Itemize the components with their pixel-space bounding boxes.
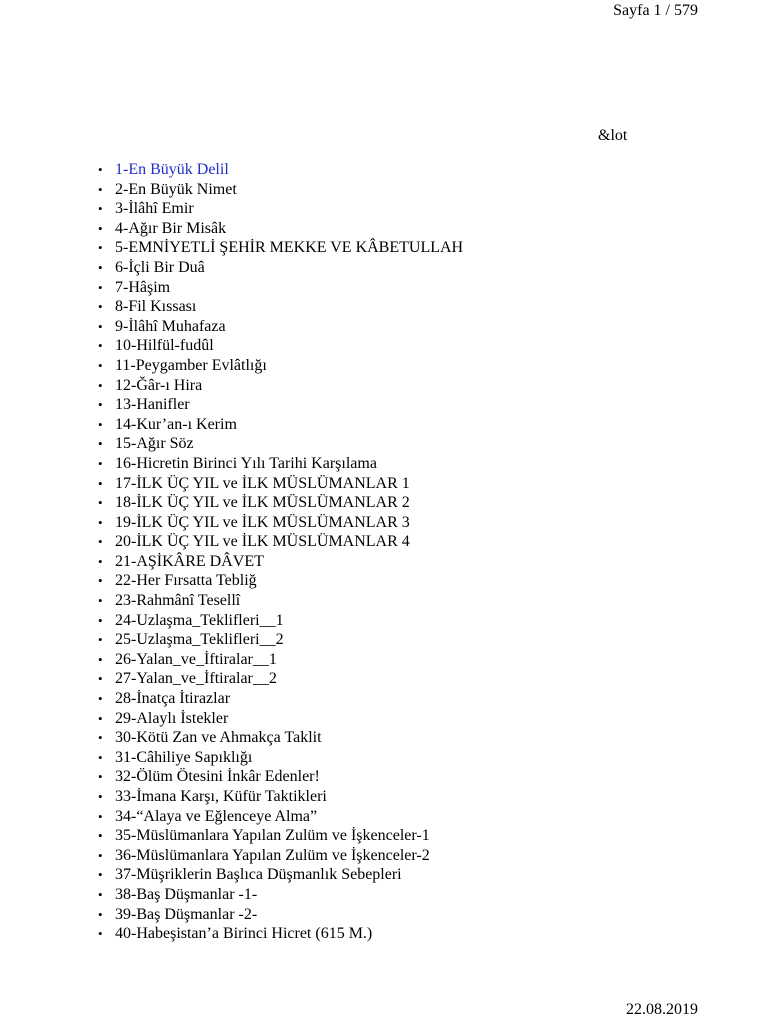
- toc-item-label[interactable]: 15-Ağır Söz: [115, 435, 194, 453]
- toc-item[interactable]: [98, 669, 463, 689]
- toc-item-label[interactable]: 29-Alaylı İstekler: [115, 709, 229, 727]
- bullet-icon: •: [98, 240, 103, 256]
- toc-item[interactable]: [98, 611, 463, 631]
- toc-item[interactable]: [98, 278, 463, 298]
- bullet-icon: •: [98, 926, 103, 942]
- bullet-icon: •: [98, 789, 103, 804]
- print-date: 22.08.2019: [626, 1001, 698, 1018]
- toc-item[interactable]: [98, 591, 463, 611]
- toc-item-label[interactable]: 26-Yalan_ve_İftiralar__1: [115, 650, 277, 668]
- toc-item[interactable]: [98, 571, 463, 591]
- toc-item-label[interactable]: 21-AŞİKÂRE DÂVET: [115, 552, 264, 570]
- toc-item-label[interactable]: 1-En Büyük Delil: [115, 161, 229, 178]
- toc-item-label[interactable]: 5-EMNİYETLİ ŞEHİR MEKKE VE KÂBETULLAH: [115, 239, 464, 257]
- bullet-icon: •: [98, 906, 103, 922]
- bullet-icon: •: [98, 495, 103, 511]
- toc-item-label[interactable]: 20-İLK ÜÇ YIL ve İLK MÜSLÜMANLAR 4: [115, 533, 410, 551]
- toc-item-label[interactable]: 33-İmana Karşı, Küfür Taktikleri: [115, 788, 327, 805]
- bullet-icon: •: [98, 279, 103, 295]
- bullet-icon: •: [98, 181, 103, 197]
- toc-item[interactable]: [98, 199, 463, 219]
- bullet-icon: •: [98, 357, 103, 373]
- toc-item[interactable]: [98, 630, 463, 650]
- bullet-icon: •: [98, 338, 103, 354]
- toc-item[interactable]: [98, 238, 463, 258]
- toc-item[interactable]: [98, 767, 463, 787]
- toc-item[interactable]: [98, 434, 463, 454]
- bullet-icon: •: [98, 593, 103, 609]
- bullet-icon: •: [98, 534, 103, 550]
- toc-item-label[interactable]: 36-Müslümanlara Yapılan Zulüm ve İşkenceler-2: [115, 846, 430, 864]
- toc-item[interactable]: [98, 532, 463, 552]
- toc-item[interactable]: [98, 905, 463, 925]
- toc-item[interactable]: [98, 728, 463, 748]
- toc-item[interactable]: [98, 297, 463, 317]
- bullet-icon: •: [98, 573, 103, 589]
- toc-item[interactable]: [98, 865, 463, 885]
- toc-item-label[interactable]: 11-Peygamber Evlâtlığı: [115, 356, 267, 374]
- toc-item[interactable]: [98, 219, 463, 239]
- toc-item[interactable]: [98, 317, 463, 337]
- toc-item-label[interactable]: 4-Ağır Bir Misâk: [115, 219, 227, 237]
- toc-item-label[interactable]: 12-Ğâr-ı Hira: [115, 376, 203, 394]
- toc-item-label[interactable]: 23-Rahmânî Tesellî: [115, 592, 241, 610]
- bullet-icon: •: [98, 867, 103, 883]
- toc-item-label[interactable]: 17-İLK ÜÇ YIL ve İLK MÜSLÜMANLAR 1: [115, 474, 410, 492]
- toc-item-label[interactable]: 10-Hilfül-fudûl: [115, 337, 214, 355]
- bullet-icon: •: [98, 808, 103, 824]
- toc-item[interactable]: [98, 885, 463, 905]
- toc-item[interactable]: [98, 709, 463, 729]
- toc-item[interactable]: [98, 689, 463, 709]
- bullet-icon: •: [98, 828, 103, 844]
- toc-item[interactable]: [98, 474, 463, 494]
- bullet-icon: •: [98, 886, 103, 902]
- bullet-icon: •: [98, 318, 103, 334]
- toc-item-label[interactable]: 40-Habeşistan’a Birinci Hicret (615 M.): [115, 925, 373, 943]
- bullet-icon: •: [98, 162, 103, 177]
- bullet-icon: •: [98, 201, 103, 217]
- toc-item-label[interactable]: 35-Müslümanlara Yapılan Zulüm ve İşkenceler-1: [115, 827, 430, 845]
- toc-item-label[interactable]: 39-Baş Düşmanlar -2-: [115, 905, 258, 923]
- toc-item-label[interactable]: 34-“Alaya ve Eğlenceye Alma”: [115, 807, 318, 825]
- toc-item-label[interactable]: 3-İlâhî Emir: [115, 200, 194, 218]
- toc-item-label[interactable]: 25-Uzlaşma_Teklifleri__2: [115, 631, 284, 649]
- toc-item[interactable]: [98, 395, 463, 415]
- bullet-icon: •: [98, 455, 103, 471]
- bullet-icon: •: [98, 514, 103, 530]
- toc-item-label[interactable]: 16-Hicretin Birinci Yılı Tarihi Karşılama: [115, 454, 377, 472]
- toc-item[interactable]: [98, 787, 463, 807]
- toc-item[interactable]: [98, 258, 463, 278]
- toc-item[interactable]: [98, 180, 463, 200]
- toc-item-label[interactable]: 31-Câhiliye Sapıklığı: [115, 748, 253, 766]
- bullet-icon: •: [98, 730, 103, 746]
- toc-item-label[interactable]: 27-Yalan_ve_İftiralar__2: [115, 670, 277, 688]
- toc-item-label[interactable]: 2-En Büyük Nimet: [115, 180, 237, 198]
- toc-item[interactable]: [98, 513, 463, 533]
- toc-item[interactable]: [98, 415, 463, 435]
- toc-item[interactable]: [98, 356, 463, 376]
- bullet-icon: •: [98, 651, 103, 667]
- toc-item[interactable]: [98, 336, 463, 356]
- toc-item-label[interactable]: 22-Her Fırsatta Tebliğ: [115, 572, 257, 590]
- toc-item[interactable]: [98, 826, 463, 846]
- toc-item-label[interactable]: 7-Hâşim: [115, 278, 171, 296]
- bullet-icon: •: [98, 397, 103, 413]
- bullet-icon: •: [98, 416, 103, 432]
- bullet-icon: •: [98, 553, 103, 569]
- bullet-icon: •: [98, 612, 103, 628]
- bullet-icon: •: [98, 769, 103, 785]
- toc-item-label[interactable]: 24-Uzlaşma_Teklifleri__1: [115, 611, 284, 629]
- table-of-contents: [98, 160, 463, 944]
- bullet-icon: •: [98, 671, 103, 687]
- toc-item-label[interactable]: 14-Kur’an-ı Kerim: [115, 415, 237, 433]
- page-marker: &lot: [598, 127, 628, 144]
- bullet-icon: •: [98, 436, 103, 452]
- bullet-icon: •: [98, 749, 103, 765]
- bullet-icon: •: [98, 299, 103, 315]
- bullet-icon: •: [98, 220, 103, 236]
- toc-item-label[interactable]: 6-İçli Bir Duâ: [115, 258, 205, 276]
- toc-item-label[interactable]: 19-İLK ÜÇ YIL ve İLK MÜSLÜMANLAR 3: [115, 513, 410, 531]
- bullet-icon: •: [98, 710, 103, 726]
- toc-item[interactable]: [98, 650, 463, 670]
- toc-item[interactable]: [98, 454, 463, 474]
- toc-item-label[interactable]: 30-Kötü Zan ve Ahmakça Taklit: [115, 729, 322, 747]
- toc-item-label[interactable]: 9-İlâhî Muhafaza: [115, 317, 226, 335]
- toc-item-label[interactable]: 28-İnatça İtirazlar: [115, 690, 231, 708]
- bullet-icon: •: [98, 691, 103, 707]
- bullet-icon: •: [98, 632, 103, 648]
- toc-item[interactable]: [98, 846, 463, 866]
- toc-item-label[interactable]: 13-Hanifler: [115, 396, 190, 414]
- toc-item-label[interactable]: 37-Müşriklerin Başlıca Düşmanlık Sebepleri: [115, 866, 402, 884]
- bullet-icon: •: [98, 847, 103, 863]
- toc-item-label[interactable]: 18-İLK ÜÇ YIL ve İLK MÜSLÜMANLAR 2: [115, 494, 410, 512]
- bullet-icon: •: [98, 475, 103, 491]
- toc-item[interactable]: [98, 160, 463, 180]
- bullet-icon: •: [98, 377, 103, 393]
- page-indicator: Sayfa 1 / 579: [613, 2, 698, 19]
- toc-item-label[interactable]: 8-Fil Kıssası: [115, 298, 197, 316]
- toc-item[interactable]: [98, 924, 463, 944]
- toc-item[interactable]: [98, 807, 463, 827]
- toc-item[interactable]: [98, 748, 463, 768]
- bullet-icon: •: [98, 259, 103, 275]
- toc-item[interactable]: [98, 552, 463, 572]
- toc-item-label[interactable]: 32-Ölüm Ötesini İnkâr Edenler!: [115, 768, 320, 786]
- toc-item[interactable]: [98, 376, 463, 396]
- toc-item[interactable]: [98, 493, 463, 513]
- toc-item-label[interactable]: 38-Baş Düşmanlar -1-: [115, 885, 258, 903]
